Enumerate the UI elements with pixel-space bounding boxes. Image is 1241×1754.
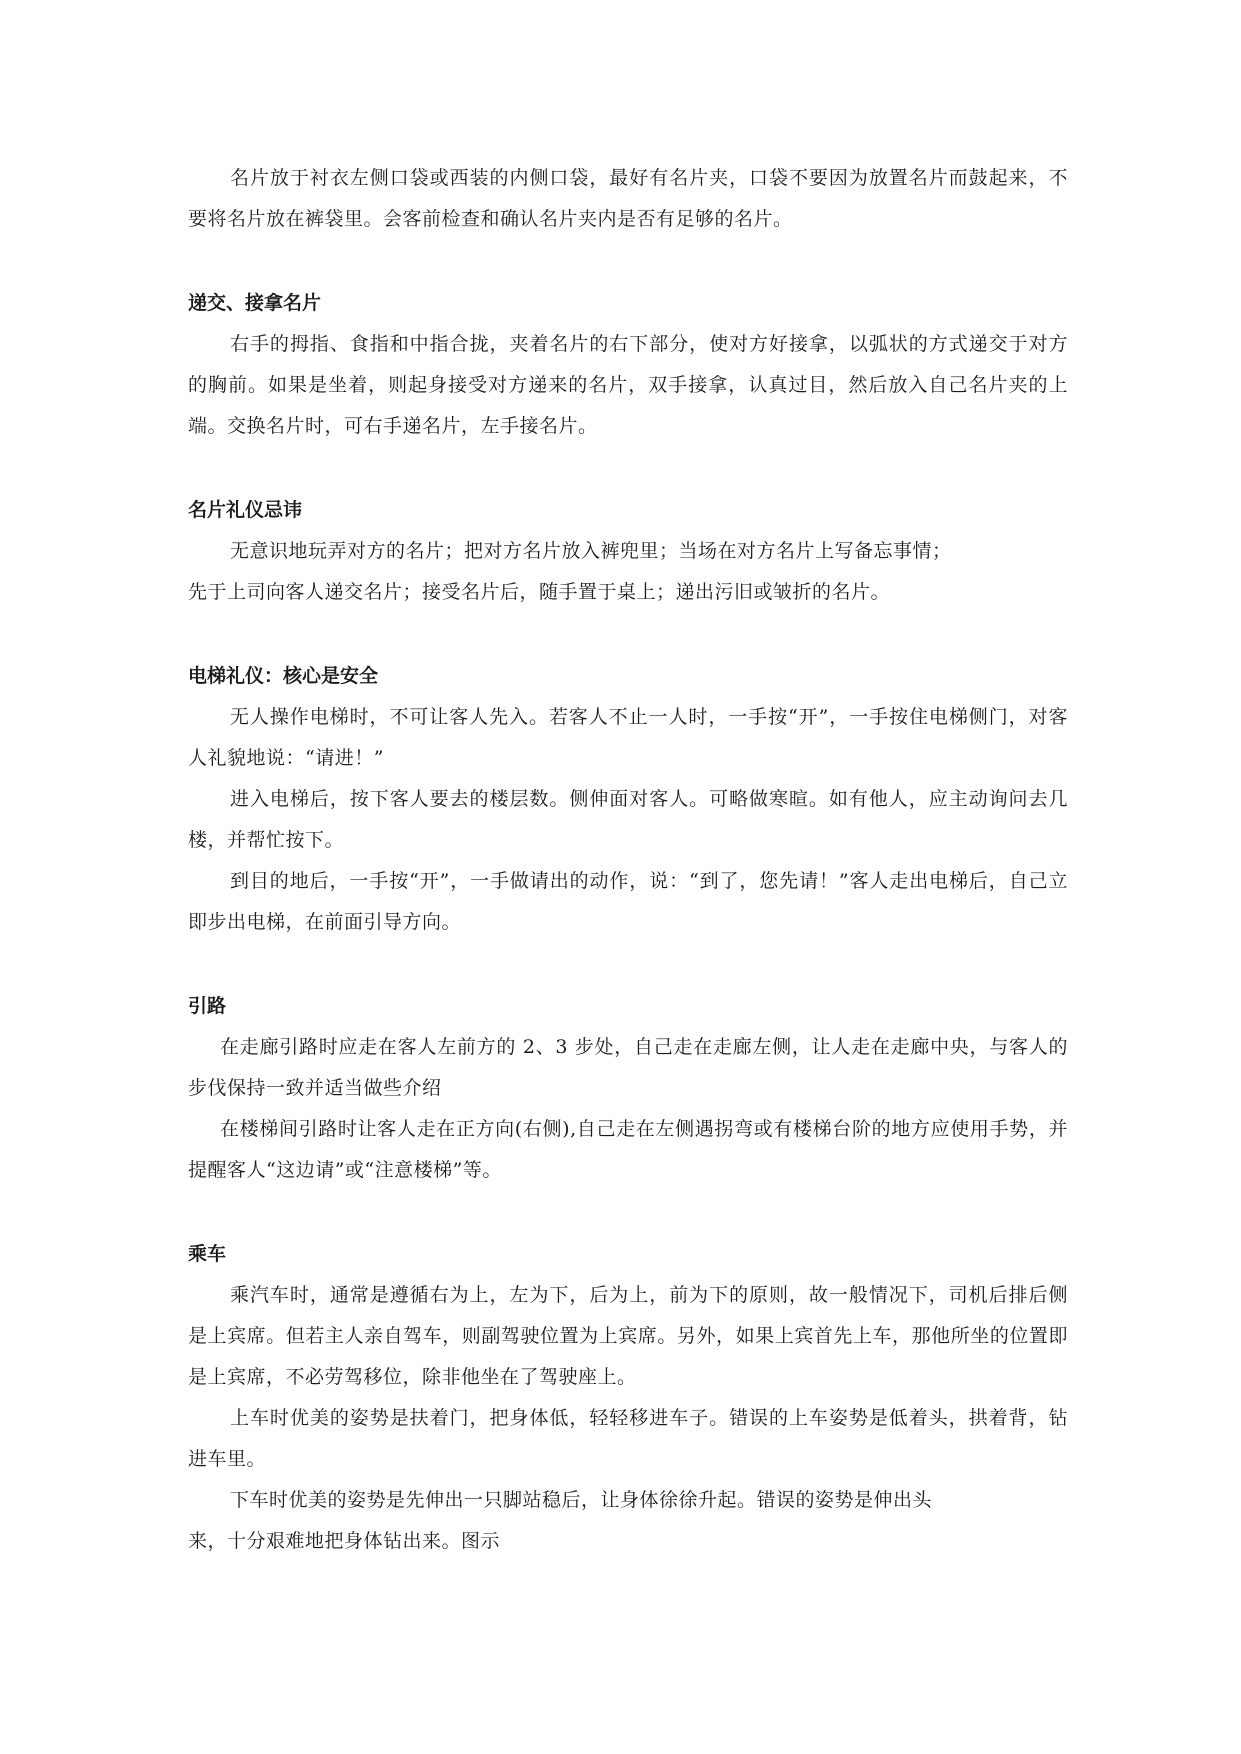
section-paragraph: 先于上司向客人递交名片；接受名片后，随手置于桌上；递出污旧或皱折的名片。 (188, 581, 891, 603)
section-card-taboos (188, 490, 1068, 613)
section-heading: 乘车 (188, 1243, 227, 1265)
section-paragraph: 在楼梯间引路时让客人走在正方向(右侧),自己走在左侧遇拐弯或有楼梯台阶的地方应使用手势，并提醒客人“这边请”或“注意楼梯”等。 (188, 1118, 1068, 1181)
section-spacer (188, 447, 1068, 490)
section-heading: 名片礼仪忌讳 (188, 499, 303, 521)
section-guiding (188, 986, 1068, 1191)
section-paragraph: 右手的拇指、食指和中指合拢，夹着名片的右下部分，使对方好接拿，以弧状的方式递交于对方的胸前。如果是坐着，则起身接受对方递来的名片，双手接拿，认真过目，然后放入自己名片夹的上端。交换名片时，可右手递名片，左手接名片。 (188, 333, 1068, 437)
section-card-exchange (188, 283, 1068, 447)
section-paragraph: 无意识地玩弄对方的名片；把对方名片放入裤兜里；当场在对方名片上写备忘事情； (230, 540, 952, 562)
section-spacer (188, 613, 1068, 656)
section-paragraph: 下车时优美的姿势是先伸出一只脚站稳后，让身体徐徐升起。错误的姿势是伸出头 (230, 1489, 933, 1511)
section-paragraph: 进入电梯后，按下客人要去的楼层数。侧伸面对客人。可略做寒暄。如有他人，应主动询问去几楼，并帮忙按下。 (188, 788, 1068, 851)
section-spacer (188, 943, 1068, 986)
intro-paragraph: 名片放于衬衣左侧口袋或西装的内侧口袋，最好有名片夹，口袋不要因为放置名片而鼓起来，不要将名片放在裤袋里。会客前检查和确认名片夹内是否有足够的名片。 (188, 167, 1068, 230)
section-paragraph: 来，十分艰难地把身体钻出来。图示 (188, 1530, 501, 1552)
section-elevator-etiquette (188, 656, 1068, 943)
section-spacer (188, 1191, 1068, 1234)
section-paragraph: 无人操作电梯时，不可让客人先入。若客人不止一人时，一手按“开”，一手按住电梯侧门，对客人礼貌地说：“请进！” (188, 706, 1068, 769)
section-heading: 递交、接拿名片 (188, 292, 322, 314)
section-spacer (188, 240, 1068, 283)
document-body (188, 158, 1068, 1562)
section-riding-car (188, 1234, 1068, 1562)
section-heading: 引路 (188, 995, 227, 1017)
section-paragraph: 上车时优美的姿势是扶着门，把身体低，轻轻移进车子。错误的上车姿势是低着头，拱着背，钻进车里。 (188, 1407, 1068, 1470)
section-heading: 电梯礼仪：核心是安全 (188, 665, 379, 687)
section-paragraph: 在走廊引路时应走在客人左前方的 2、3 步处，自己走在走廊左侧，让人走在走廊中央，与客人的步伐保持一致并适当做些介绍 (188, 1036, 1068, 1099)
intro-section (188, 158, 1068, 240)
section-paragraph: 乘汽车时，通常是遵循右为上，左为下，后为上，前为下的原则，故一般情况下，司机后排后侧是上宾席。但若主人亲自驾车，则副驾驶位置为上宾席。另外，如果上宾首先上车，那他所坐的位置即是上宾席，不必劳驾移位，除非他坐在了驾驶座上。 (188, 1284, 1068, 1388)
section-paragraph: 到目的地后，一手按“开”，一手做请出的动作，说：“到了，您先请！”客人走出电梯后，自己立即步出电梯，在前面引导方向。 (188, 870, 1068, 933)
